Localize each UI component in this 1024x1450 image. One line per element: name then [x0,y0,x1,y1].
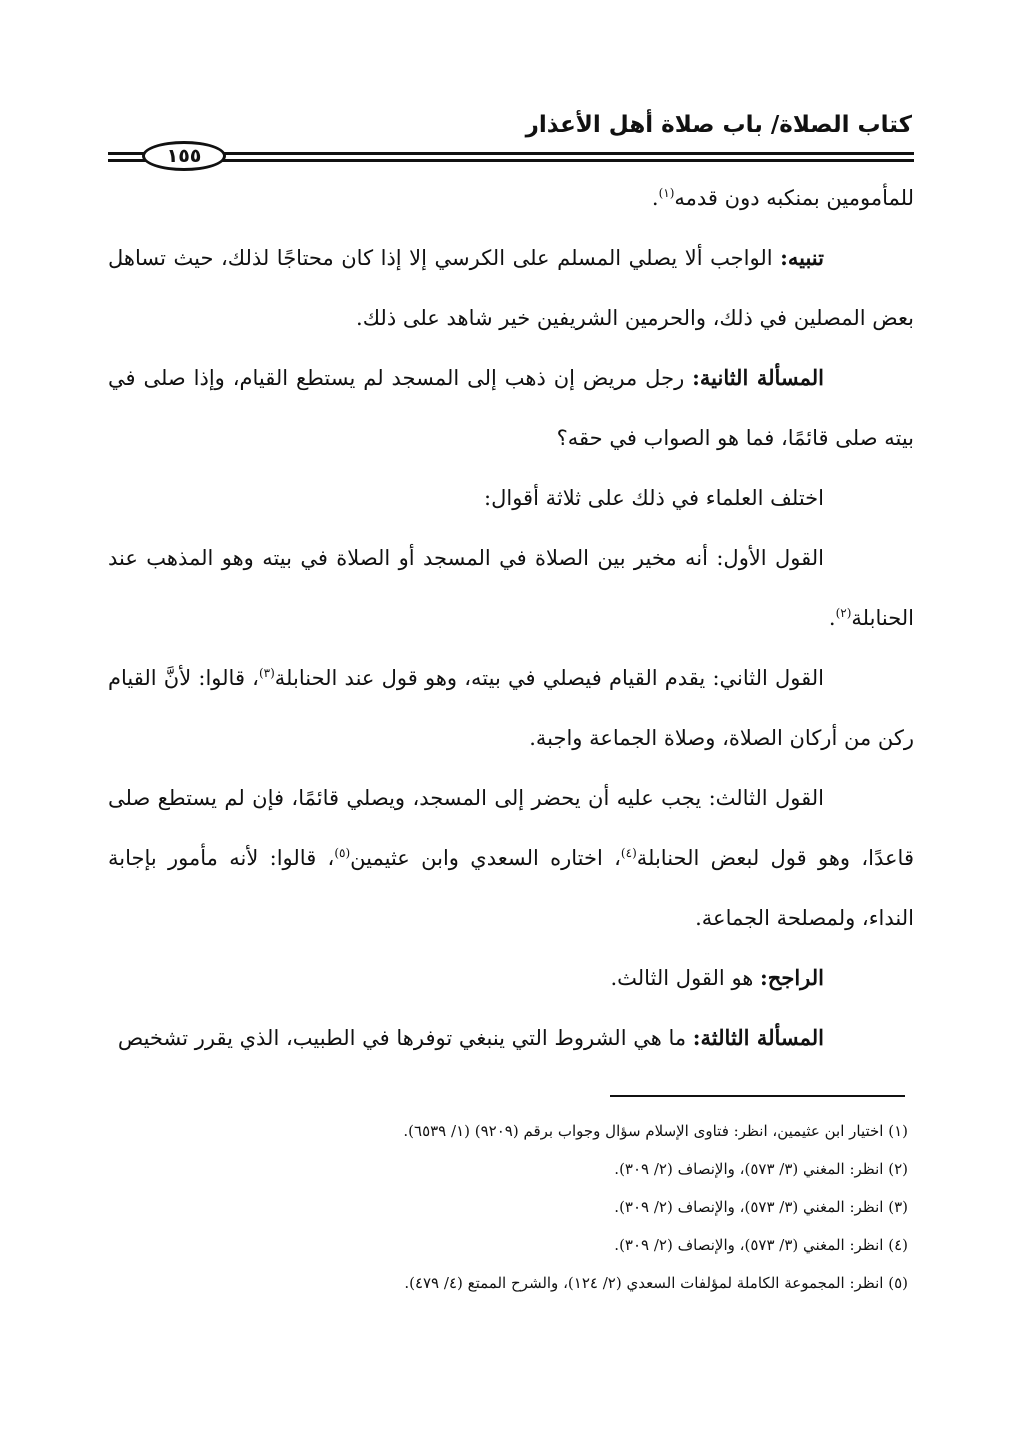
footnote-1: (١) اختيار ابن عثيمين، انظر: فتاوى الإسلام سؤال وجواب برقم (٩٢٠٩) (١/ ٦٥٣٩). [403,1122,908,1140]
footnote-ref-3: (٣) [258,666,275,680]
paragraph-second-opinion [108,648,914,768]
paragraph-end: . [651,186,659,210]
paragraph-text: الواجب ألا يصلي المسلم على الكرسي إلا إذا كان محتاجًا لذلك، حيث تساهل بعض المصلين في ذلك، والحرمين الشريفين خير شاهد على ذلك. [108,246,914,330]
footnote-ref-2: (٢) [835,606,852,620]
paragraph-text: ، اختاره السعدي وابن عثيمين [350,846,621,870]
double-rule-line [108,152,914,162]
footnote-2: (٢) انظر: المغني (٣/ ٥٧٣)، والإنصاف (٢/ ٣٠٩). [614,1160,908,1178]
paragraph-first-opinion [108,528,914,648]
note-label: تنبيه: [780,245,824,270]
paragraph-text: للمأمومين بمنكبه دون قدمه [674,186,914,210]
paragraph-disagreement [108,468,914,528]
running-title: كتاب الصلاة/ باب صلاة أهل الأعذار [525,112,912,138]
paragraph-preferred [108,948,914,1008]
paragraph-text: رجل مريض إن ذهب إلى المسجد لم يستطع القيام، وإذا صلى في بيته صلى قائمًا، فما هو الصواب في حقه؟ [108,366,914,450]
paragraph-text: ما هي الشروط التي ينبغي توفرها في الطبيب، الذي يقرر تشخيص [117,1026,693,1050]
paragraph-continuation [108,168,914,228]
preferred-label: الراجح: [760,965,824,990]
footnote-separator [610,1095,905,1097]
paragraph-text: القول الثاني: يقدم القيام فيصلي في بيته، وهو قول عند الحنابلة [274,666,824,690]
page-number-badge: ١٥٥ [142,141,226,171]
paragraph-text: ، قالوا: لأنَّ القيام ركن من أركان الصلاة، وصلاة الجماعة واجبة. [108,666,914,750]
paragraph-text: القول الأول: أنه مخير بين الصلاة في المسجد أو الصلاة في بيته وهو المذهب عند الحنابلة [108,546,914,630]
paragraph-end: . [828,606,836,630]
paragraph-third-opinion [108,768,914,948]
paragraph-issue-three [108,1008,914,1068]
paragraph-text: القول الثالث: يجب عليه أن يحضر إلى المسجد، ويصلي قائمًا، فإن لم يستطع صلى قاعدًا، وهو قول لبعض الحنابلة [108,786,914,870]
footnote-4: (٤) انظر: المغني (٣/ ٥٧٣)، والإنصاف (٢/ ٣٠٩). [614,1236,908,1254]
paragraph-text: هو القول الثالث. [610,966,761,990]
footnotes [108,1112,908,1302]
footnote-ref-5: (٥) [334,846,351,860]
paragraph-text: ، قالوا: لأنه مأمور بإجابة النداء، ولمصلحة الجماعة. [108,846,914,930]
paragraph-note [108,228,914,348]
footnote-5: (٥) انظر: المجموعة الكاملة لمؤلفات السعدي (٢/ ١٢٤)، والشرح الممتع (٤/ ٤٧٩). [404,1274,908,1292]
issue-two-label: المسألة الثانية: [692,365,824,390]
page-body [108,168,914,1068]
paragraph-issue-two [108,348,914,468]
issue-three-label: المسألة الثالثة: [692,1025,824,1050]
header-rule [108,143,914,171]
footnote-ref-4: (٤) [620,846,637,860]
footnote-3: (٣) انظر: المغني (٣/ ٥٧٣)، والإنصاف (٢/ ٣٠٩). [614,1198,908,1216]
paragraph-text: اختلف العلماء في ذلك على ثلاثة أقوال: [484,486,824,510]
footnote-ref-1: (١) [658,186,675,200]
